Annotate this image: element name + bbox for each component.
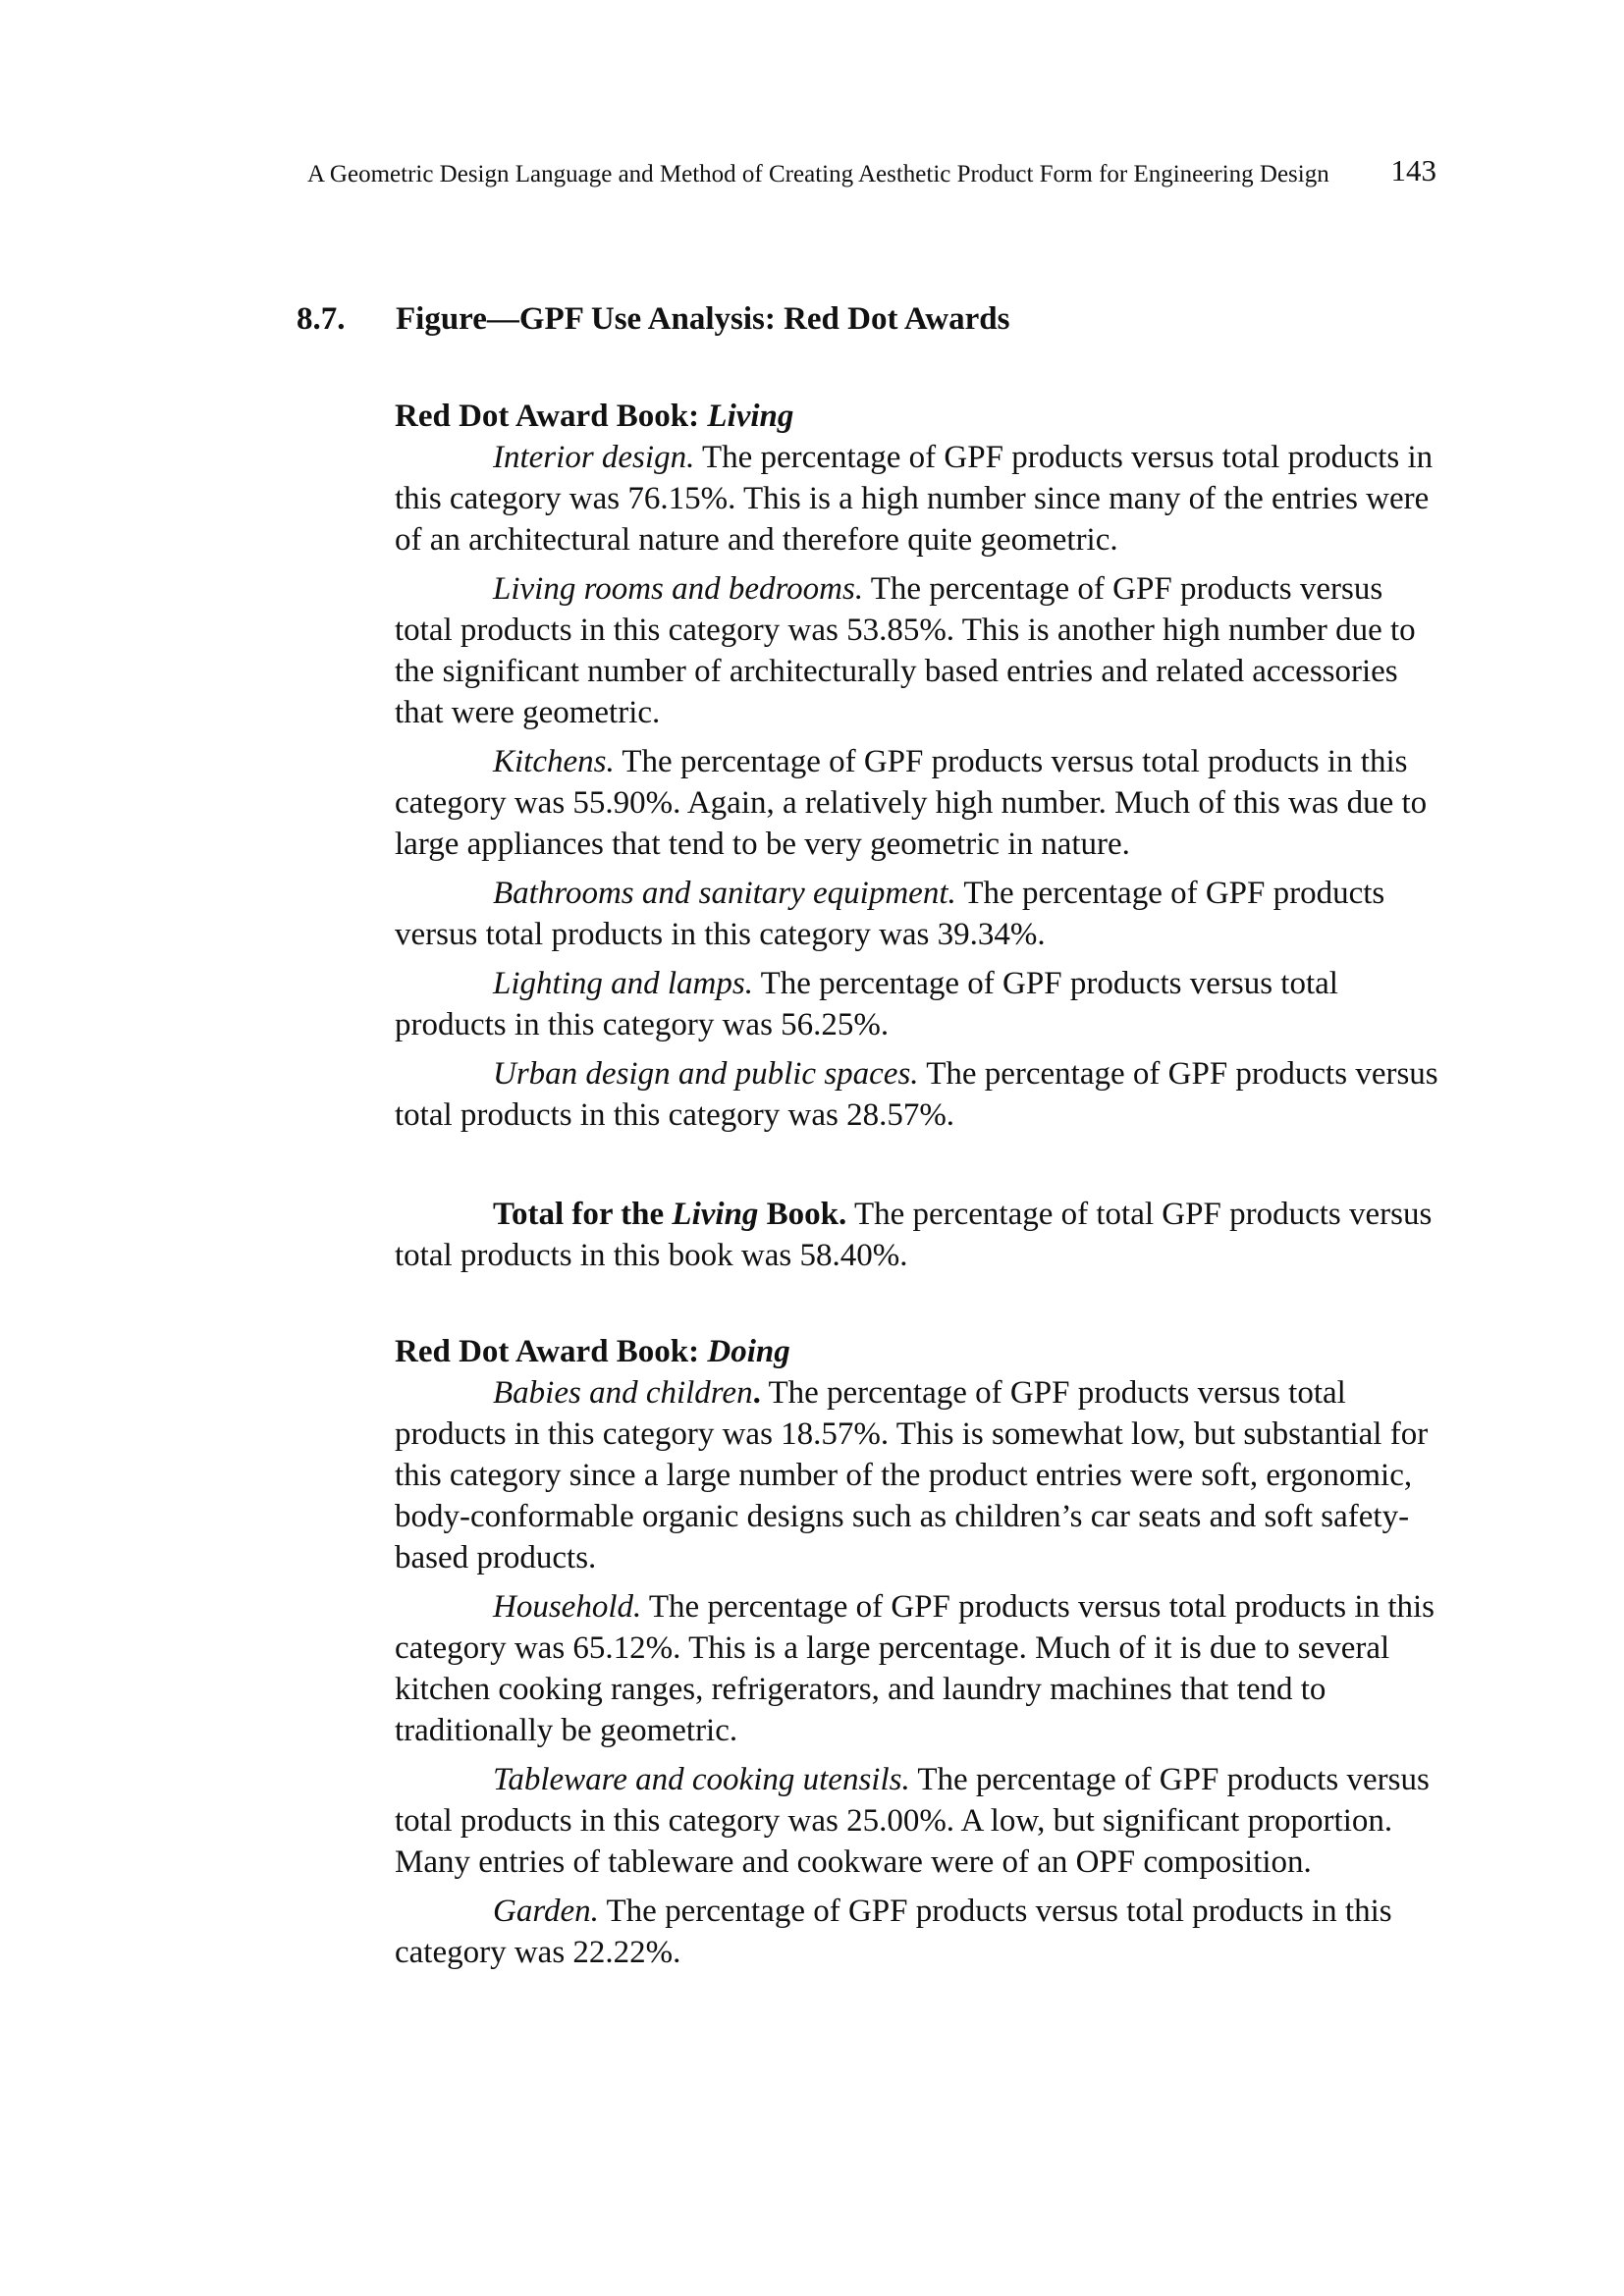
living-total <box>395 1194 1440 1276</box>
running-header <box>307 153 1436 192</box>
living-paragraph: Interior design. The percentage of GPF products versus total products in this category was 76.15%. This is a high number since many of the entries were of an architectural nature and therefore quite geometric. <box>395 440 1434 558</box>
living-book-heading: Red Dot Award Book: Living <box>395 399 794 434</box>
living-paragraph: Lighting and lamps. The percentage of GPF products versus total products in this category was 56.25%. <box>395 966 1338 1042</box>
doing-paragraph: Garden. The percentage of GPF products versus total products in this category was 22.22%. <box>395 1894 1392 1970</box>
living-paragraph: Bathrooms and sanitary equipment. The percentage of GPF products versus total products in this category was 39.34%. <box>395 876 1385 952</box>
running-title: A Geometric Design Language and Method of Creating Aesthetic Product Form for Engineering Design <box>307 161 1329 187</box>
doing-section <box>395 1331 1440 1981</box>
section-title: Figure—GPF Use Analysis: Red Dot Awards <box>396 301 1010 337</box>
living-paragraph: Urban design and public spaces. The percentage of GPF products versus total products in this category was 28.57%. <box>395 1056 1438 1133</box>
doing-book-heading: Red Dot Award Book: Doing <box>395 1334 790 1369</box>
living-paragraph: Living rooms and bedrooms. The percentage of GPF products versus total products in this category was 53.85%. This is another high number due to the significant number of architecturally based entries and related accessories that were geometric. <box>395 571 1416 730</box>
living-paragraph: Kitchens. The percentage of GPF products versus total products in this category was 55.90%. Again, a relatively high number. Much of this was due to large appliances that tend to be very geometric in nature. <box>395 744 1428 862</box>
living-section <box>395 396 1440 1144</box>
doing-book-name: Doing <box>707 1334 790 1369</box>
doing-paragraph: Household. The percentage of GPF products versus total products in this category was 65.12%. This is a large percentage. Much of it is due to several kitchen cooking ranges, refrigerators, and laundry machines that tend to traditionally be geometric. <box>395 1589 1435 1748</box>
doing-paragraph: Tableware and cooking utensils. The percentage of GPF products versus total products in this category was 25.00%. A low, but significant proportion. Many entries of tableware and cookware were of an OPF composition. <box>395 1762 1430 1880</box>
living-total-paragraph: Total for the Living Book. The percentage of total GPF products versus total products in this book was 58.40%. <box>395 1197 1433 1273</box>
doing-paragraph: Babies and children. The percentage of GPF products versus total products in this category was 18.57%. This is somewhat low, but substantial for this category since a large number of the product entries were soft, ergonomic, body-conformable organic designs such as children’s car seats and soft safety-based products. <box>395 1375 1429 1575</box>
page-number: 143 <box>1390 153 1436 187</box>
section-heading <box>297 297 1009 341</box>
section-number: 8.7. <box>297 301 346 337</box>
living-book-name: Living <box>707 399 794 434</box>
